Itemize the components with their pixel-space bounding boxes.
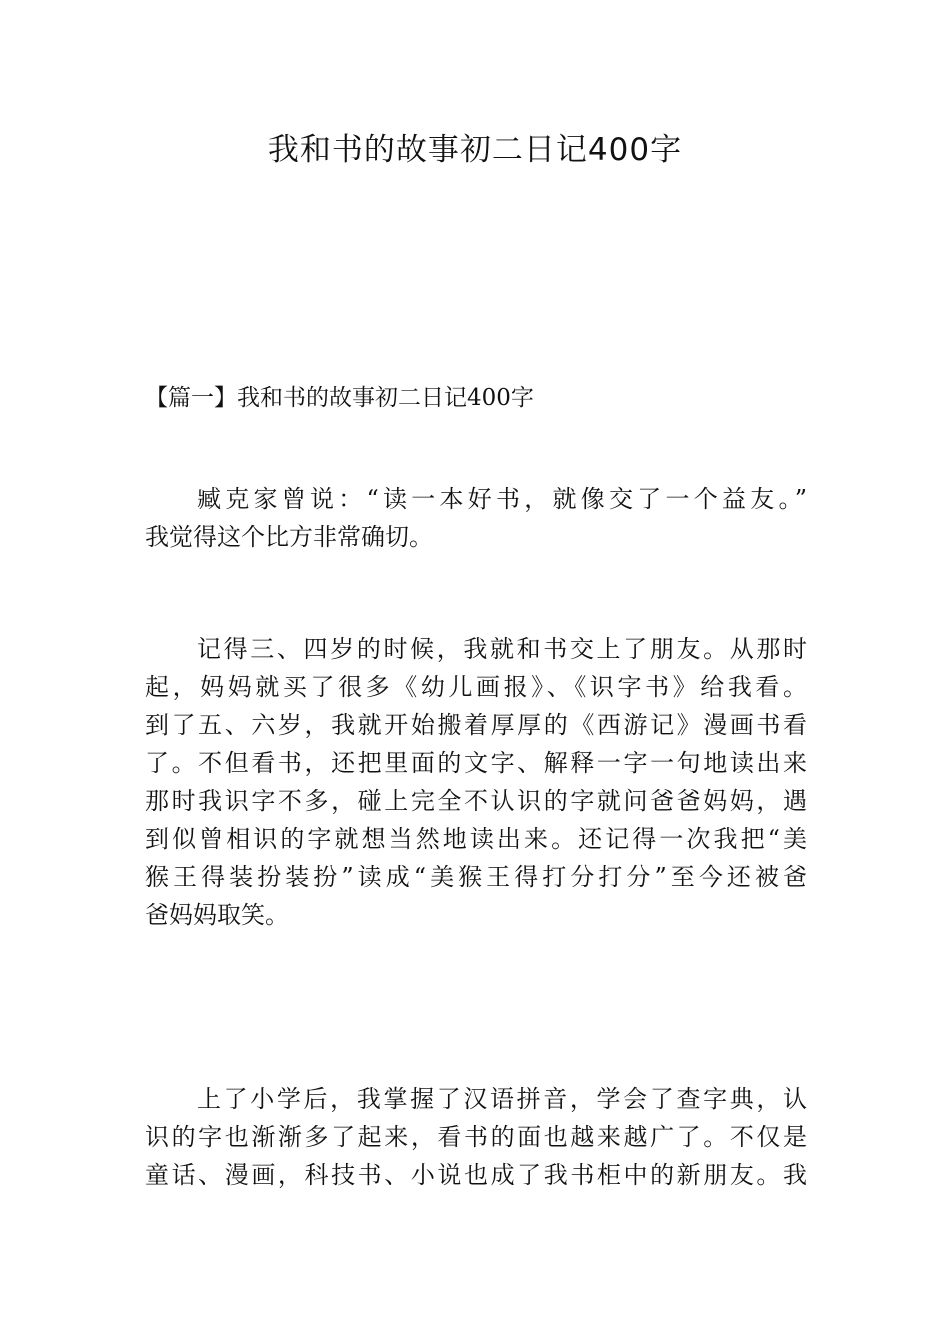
paragraph-line: 了。不但看书，还把里面的文字、解释一字一句地读出来 xyxy=(145,749,807,777)
paragraph-2 xyxy=(145,630,807,934)
paragraph-line: 记得三、四岁的时候，我就和书交上了朋友。从那时 xyxy=(197,635,807,663)
paragraph-line: 起，妈妈就买了很多《幼儿画报》、《识字书》给我看。 xyxy=(145,673,807,701)
paragraph-line: 到似曾相识的字就想当然地读出来。还记得一次我把“美 xyxy=(145,825,807,853)
section-heading: 【篇一】我和书的故事初二日记400字 xyxy=(145,385,534,411)
paragraph-1 xyxy=(145,480,807,556)
paragraph-line: 爸妈妈取笑。 xyxy=(145,901,289,929)
paragraph-line: 臧克家曾说：“读一本好书，就像交了一个益友。” xyxy=(197,485,807,513)
document-title: 我和书的故事初二日记400字 xyxy=(267,132,683,168)
paragraph-line: 上了小学后，我掌握了汉语拼音，学会了查字典，认 xyxy=(197,1085,807,1113)
paragraph-3 xyxy=(145,1080,807,1194)
paragraph-line: 我觉得这个比方非常确切。 xyxy=(145,523,433,551)
paragraph-line: 识的字也渐渐多了起来，看书的面也越来越广了。不仅是 xyxy=(145,1123,807,1151)
paragraph-line: 猴王得装扮装扮”读成“美猴王得打分打分”至今还被爸 xyxy=(145,863,807,891)
paragraph-line: 那时我识字不多，碰上完全不认识的字就问爸爸妈妈，遇 xyxy=(145,787,807,815)
paragraph-line: 童话、漫画，科技书、小说也成了我书柜中的新朋友。我 xyxy=(145,1161,807,1189)
paragraph-line: 到了五、六岁，我就开始搬着厚厚的《西游记》漫画书看 xyxy=(145,711,807,739)
